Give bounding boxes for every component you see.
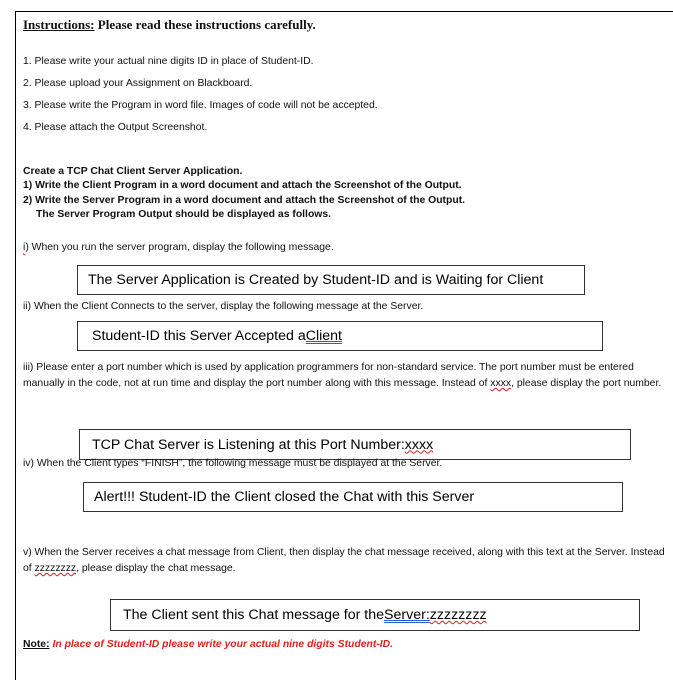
step-ii-text: ii) When the Client Connects to the server, display the following message at the Server. bbox=[23, 301, 424, 312]
note-line bbox=[23, 639, 393, 650]
task-line-1: 1) Write the Client Program in a word document and attach the Screenshot of the Output. bbox=[23, 180, 462, 191]
client-word: Client bbox=[305, 328, 342, 344]
step-iv-text: iv) When the Client types “FINISH”, the following message must be displayed at the Server. bbox=[23, 458, 443, 469]
step-iii-text bbox=[23, 360, 663, 392]
step-v-text-after: , please display the chat message. bbox=[76, 563, 236, 574]
chat-message-box bbox=[110, 599, 640, 631]
server-accepted-message: Student-ID this Server Accepted a bbox=[92, 328, 306, 344]
task-line-2: 2) Write the Server Program in a word document and attach the Screenshot of the Output. bbox=[23, 195, 466, 206]
instructions-header bbox=[23, 17, 316, 33]
step-i-text bbox=[23, 242, 334, 253]
instruction-item-1: 1. Please write your actual nine digits ID in place of Student-ID. bbox=[23, 56, 314, 67]
server-created-message-box bbox=[77, 265, 585, 295]
server-colon: : bbox=[425, 607, 430, 623]
step-iii-text-after: , please display the port number. bbox=[511, 378, 662, 389]
step-i-body: ) When you run the server program, display the following message. bbox=[25, 242, 334, 253]
server-listening-message-box bbox=[79, 429, 631, 460]
instructions-header-text: Please read these instructions carefully. bbox=[97, 17, 316, 32]
document-page bbox=[15, 11, 673, 680]
chat-message-prefix: The Client sent this Chat message for the bbox=[123, 607, 385, 623]
note-label: Note: bbox=[23, 639, 50, 650]
server-word: Server bbox=[384, 607, 426, 623]
instructions-label: Instructions: bbox=[23, 17, 95, 32]
step-v-text-before: v) When the Server receives a chat message from Client, then display the chat message received, along with this text at the Server. Instead of bbox=[23, 547, 665, 574]
server-listening-message: TCP Chat Server is Listening at this Port Number: bbox=[92, 436, 405, 453]
task-line-3: The Server Program Output should be displayed as follows. bbox=[36, 209, 332, 220]
port-placeholder: xxxx bbox=[404, 436, 434, 453]
instruction-item-2: 2. Please upload your Assignment on Blackboard. bbox=[23, 78, 253, 89]
server-created-message: The Server Application is Created by Student-ID and is Waiting for Client bbox=[88, 272, 544, 288]
step-iii-text-before: iii) Please enter a port number which is used by application programmers for non-standard service. The port number must be entered manually in the code, not at run time and display the port number along with this message. Instead of bbox=[23, 362, 634, 389]
step-v-placeholder: zzzzzzzz bbox=[34, 563, 77, 574]
client-closed-message: Alert!!! Student-ID the Client closed the Chat with this Server bbox=[94, 489, 475, 505]
instruction-item-4: 4. Please attach the Output Screenshot. bbox=[23, 122, 208, 133]
step-i-prefix: i bbox=[23, 242, 26, 253]
server-accepted-message-box bbox=[77, 321, 603, 351]
client-closed-message-box bbox=[83, 482, 623, 512]
chat-placeholder: zzzzzzzz bbox=[429, 607, 487, 623]
step-iii-placeholder: xxxx bbox=[490, 378, 512, 389]
note-text: In place of Student-ID please write your actual nine digits Student-ID. bbox=[52, 639, 394, 650]
task-title: Create a TCP Chat Client Server Application. bbox=[23, 166, 243, 177]
step-v-text bbox=[23, 545, 668, 577]
instruction-item-3: 3. Please write the Program in word file. Images of code will not be accepted. bbox=[23, 100, 378, 111]
